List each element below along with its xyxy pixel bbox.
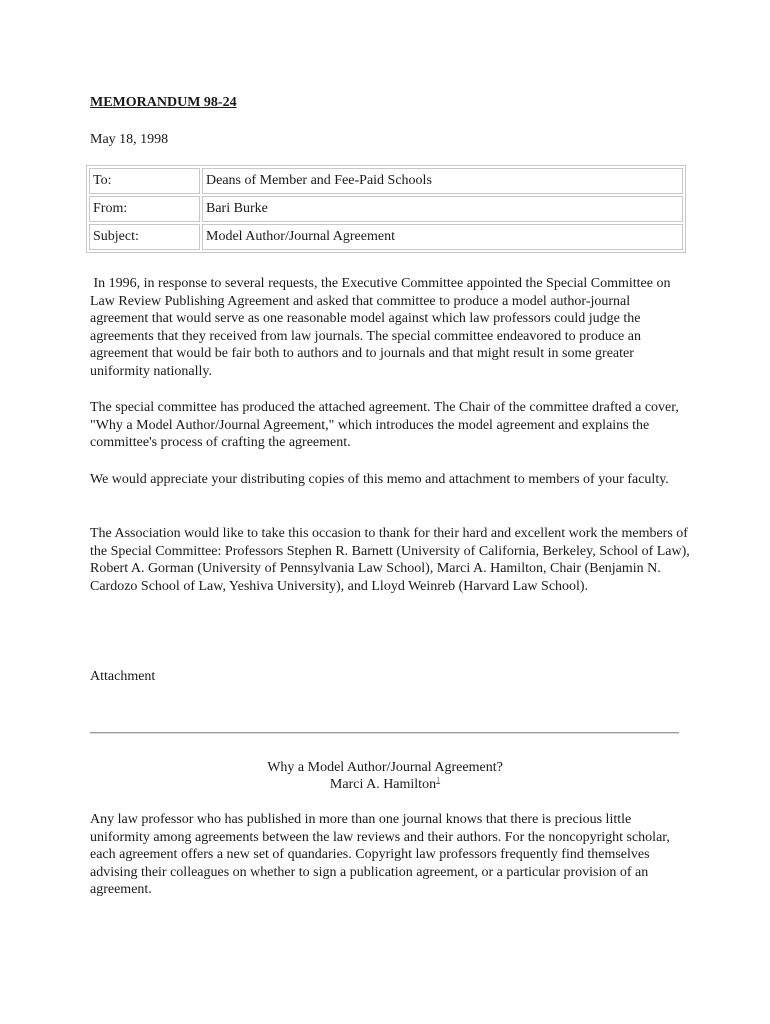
attachment-title: Why a Model Author/Journal Agreement? xyxy=(267,760,503,775)
header-label-from: From: xyxy=(89,196,200,222)
paragraph-acknowledgements: The Association would like to take this occasion to thank for their hard and excellent work the members of the Special Committee: Professors Stephen R. Barnett (University of California, Berkeley, School of Law), Robert A. Gorman (University of Pennsylvania Law School), Marci A. Hamilton, Chair (Benjamin N. Cardozo School of Law, Yeshiva University), and Lloyd Weinreb (Harvard Law School). xyxy=(90,526,690,594)
header-row-to xyxy=(89,168,683,194)
header-value-from: Bari Burke xyxy=(202,196,683,222)
horizontal-divider xyxy=(90,732,679,734)
paragraph-committee-appointment: In 1996, in response to several requests, the Executive Committee appointed the Special Committee on Law Review Publishing Agreement and asked that committee to produce a model author-journal agreement that would serve as one reasonable model against which law professors could judge the agreements that they received from law journals. The special committee endeavored to produce an agreement that would be fair both to authors and to journals and that might result in some greater uniformity nationally. xyxy=(90,276,674,379)
footnote-link[interactable]: 1 xyxy=(436,775,441,785)
attachment-label: Attachment xyxy=(90,669,156,684)
header-row-subject xyxy=(89,224,683,250)
header-label-to: To: xyxy=(89,168,200,194)
header-label-subject: Subject: xyxy=(89,224,200,250)
memo-header-table xyxy=(86,165,686,253)
paragraph-distribution-request: We would appreciate your distributing copies of this memo and attachment to members of your faculty. xyxy=(90,472,669,487)
attachment-author-line xyxy=(0,776,770,794)
attachment-author: Marci A. Hamilton xyxy=(329,777,437,792)
attachment-intro-paragraph: Any law professor who has published in more than one journal knows that there is precious little uniformity among agreements between the law reviews and their authors. For the noncopyright scholar, each agreement offers a new set of quandaries. Copyright law professors frequently find themselves advising their colleagues on whether to sign a publication agreement, or a particular provision of an agreement. xyxy=(90,812,670,898)
header-value-to: Deans of Member and Fee-Paid Schools xyxy=(202,168,683,194)
header-value-subject: Model Author/Journal Agreement xyxy=(202,224,683,250)
paragraph-agreement-produced: The special committee has produced the attached agreement. The Chair of the committee drafted a cover, "Why a Model Author/Journal Agreement," which introduces the model agreement and explains the committee's process of crafting the agreement. xyxy=(90,400,679,451)
memo-date: May 18, 1998 xyxy=(90,132,169,147)
memo-title: MEMORANDUM 98-24 xyxy=(90,95,237,110)
header-row-from xyxy=(89,196,683,222)
